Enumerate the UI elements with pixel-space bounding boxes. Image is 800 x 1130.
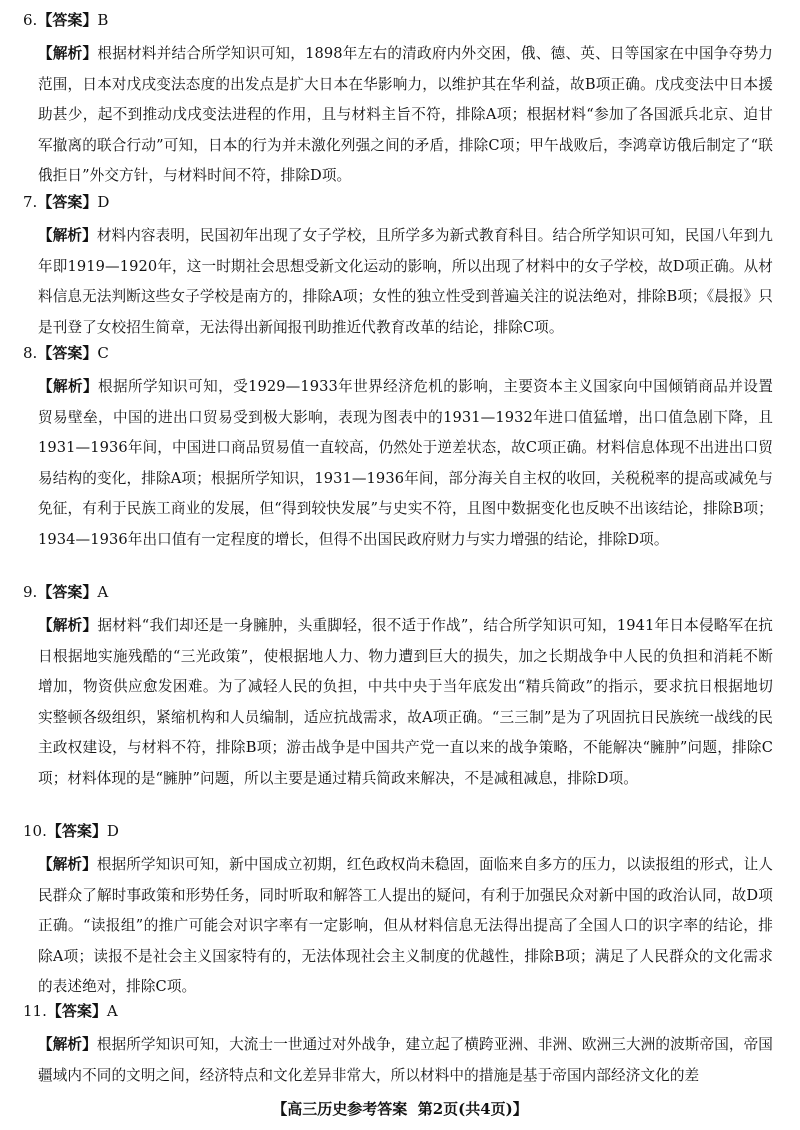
- analysis-tag: 【解析】: [38, 1036, 97, 1053]
- analysis-tag: 【解析】: [38, 617, 98, 634]
- answer-tag: 【答案】: [46, 1002, 107, 1020]
- footer-title: 【高三历史参考答案: [272, 1100, 408, 1118]
- analysis-text: 根据材料并结合所学知识可知，1898年左右的清政府内外交困，俄、德、英、日等国家在中国争夺势力范围，日本对戊戌变法态度的出发点是扩大日本在华影响力，以维护其在华利益，故B项正确。戊戌变法中日本援助甚少，起不到推动戊戌变法进程的作用，且与材料主旨不符，排除A项；根据材料“参加了各国派兵北京、迫甘军撤离的联合行动”可知，日本的行为并未激化列强之间的矛盾，排除C项；甲午战败后，李鸿章访俄后制定了“联俄拒日”外交方针，与材料时间不符，排除D项。: [38, 45, 773, 185]
- question-number: 10.: [23, 822, 47, 840]
- answer-letter: A: [97, 583, 109, 601]
- answer-tag: 【答案】: [37, 583, 98, 601]
- footer-page-number: 第2页(共4页)】: [417, 1100, 528, 1118]
- analysis-11: [38, 1030, 773, 1091]
- analysis-text: 根据所学知识可知，受1929—1933年世界经济危机的影响，主要资本主义国家向中国倾销商品并设置贸易壁垒，中国的进出口贸易受到极大影响，表现为图表中的1931—1932年进口值猛增，出口值急剧下降，且1931—1936年间，中国进口商品贸易值一直较高，仍然处于逆差状态，故C项正确。材料信息体现不出进出口贸易结构的变化，排除A项；根据所学知识，1931—1936年间，部分海关自主权的收回，关税税率的提高或减免与免征，有利于民族工商业的发展，但“得到较快发展”与史实不符，且图中数据变化也反映不出该结论，排除B项；1934—1936年出口值有一定程度的增长，但得不出国民政府财力与实力增强的结论，排除D项。: [38, 378, 773, 548]
- analysis-tag: 【解析】: [38, 856, 97, 873]
- analysis-10: [38, 850, 773, 1003]
- answer-tag: 【答案】: [37, 344, 98, 362]
- answer-line-6: [23, 8, 108, 32]
- analysis-text: 材料内容表明，民国初年出现了女子学校，且所学多为新式教育科目。结合所学知识可知，民国八年到九年即1919—1920年，这一时期社会思想受新文化运动的影响，所以出现了材料中的女子学校，故D项正确。从材料信息无法判断这些女子学校是南方的，排除A项；女性的独立性受到普遍关注的说法绝对，排除B项；《晨报》只是刊登了女校招生简章，无法得出新闻报刊助推近代教育改革的结论，排除C项。: [38, 227, 774, 336]
- answer-line-11: [23, 999, 118, 1023]
- answer-line-9: [23, 580, 108, 604]
- analysis-text: 据材料“我们却还是一身臃肿，头重脚轻，很不适于作战”，结合所学知识可知，1941年日本侵略军在抗日根据地实施残酷的“三光政策”，使根据地人力、物力遭到巨大的损失，加之长期战争中人民的负担和消耗不断增加，物资供应愈发困难。为了减轻人民的负担，中共中央于当年底发出“精兵简政”的指示，要求抗日根据地切实整顿各级组织，紧缩机构和人员编制，适应抗战需求，故A项正确。“三三制”是为了巩固抗日民族统一战线的民主政权建设，与材料不符，排除B项；游击战争是中国共产党一直以来的战争策略，不能解决“臃肿”问题，排除C项；材料体现的是“臃肿”问题，所以主要是通过精兵简政来解决，不是减租减息，排除D项。: [38, 617, 773, 787]
- question-number: 6.: [23, 11, 38, 29]
- question-number: 11.: [23, 1002, 47, 1020]
- answer-letter: B: [97, 11, 109, 29]
- answer-line-10: [23, 819, 119, 843]
- analysis-9: [38, 611, 773, 795]
- answer-line-7: [23, 190, 109, 214]
- analysis-tag: 【解析】: [38, 378, 99, 395]
- question-number: 8.: [23, 344, 38, 362]
- answer-tag: 【答案】: [37, 11, 98, 29]
- question-number: 9.: [23, 583, 38, 601]
- answer-tag: 【答案】: [46, 822, 107, 840]
- answer-tag: 【答案】: [37, 193, 98, 211]
- analysis-7: [38, 221, 773, 343]
- analysis-8: [38, 372, 773, 556]
- answer-line-8: [23, 341, 109, 365]
- answer-letter: D: [97, 193, 110, 211]
- answer-letter: C: [97, 344, 109, 362]
- analysis-text: 根据所学知识可知，新中国成立初期，红色政权尚未稳固，面临来自多方的压力，以读报组的形式，让人民群众了解时事政策和形势任务，同时听取和解答工人提出的疑问，有利于加强民众对新中国的政治认同，故D项正确。“读报组”的推广可能会对识字率有一定影响，但从材料信息无法得出提高了全国人口的识字率的结论，排除A项；读报不是社会主义国家特有的，无法体现社会主义制度的优越性，排除B项；满足了人民群众的文化需求的表述绝对，排除C项。: [38, 856, 774, 996]
- analysis-6: [38, 39, 773, 192]
- answer-letter: A: [106, 1002, 118, 1020]
- analysis-text: 根据所学知识可知，大流士一世通过对外战争，建立起了横跨亚洲、非洲、欧洲三大洲的波斯帝国，帝国疆域内不同的文明之间，经济特点和文化差异非常大，所以材料中的措施是基于帝国内部经济文化的差: [38, 1036, 774, 1084]
- answer-letter: D: [106, 822, 119, 840]
- question-number: 7.: [23, 193, 38, 211]
- page-footer: [0, 1097, 800, 1121]
- analysis-tag: 【解析】: [38, 227, 97, 244]
- analysis-tag: 【解析】: [38, 45, 98, 62]
